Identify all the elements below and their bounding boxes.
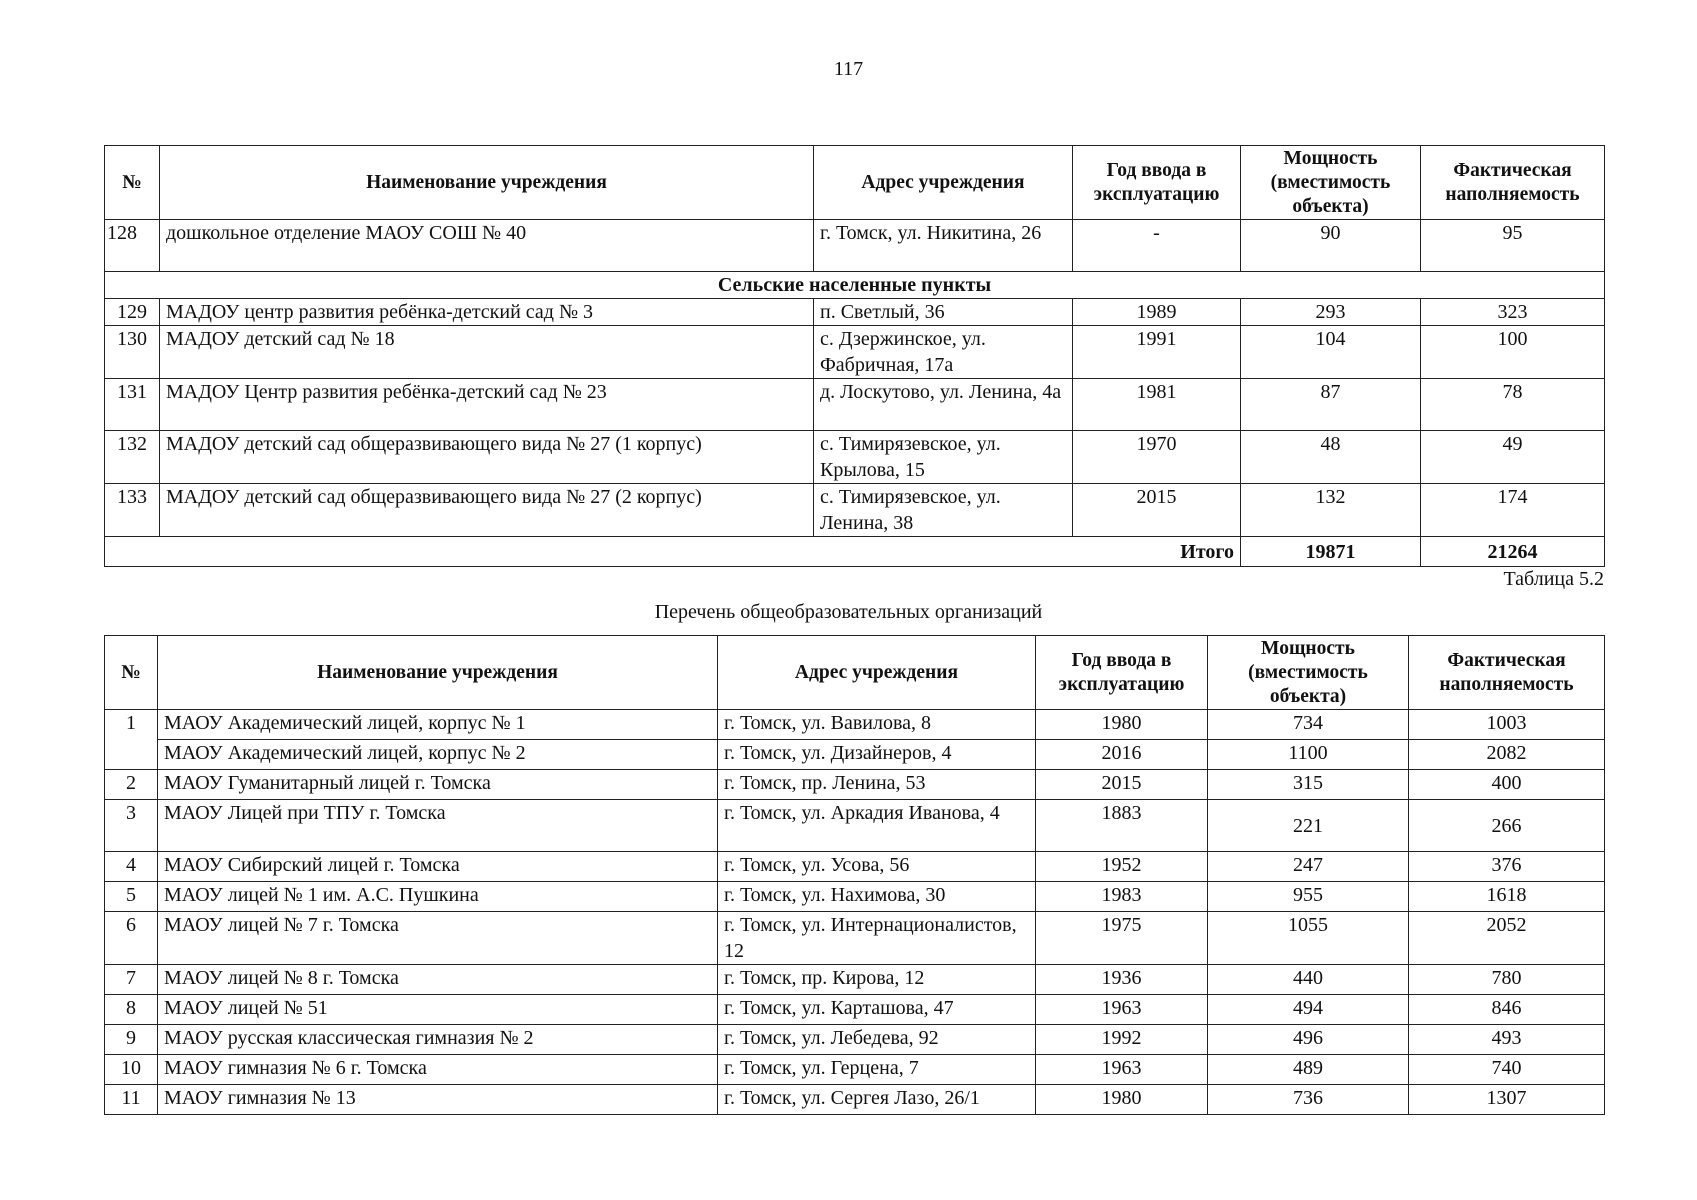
cell-actual: 400 [1409, 770, 1605, 800]
cell-num: 133 [105, 484, 160, 537]
cell-capacity: 247 [1208, 852, 1409, 882]
cell-capacity: 132 [1241, 484, 1421, 537]
cell-actual: 780 [1409, 965, 1605, 995]
header-address: Адрес учреждения [718, 636, 1036, 710]
header-year: Год ввода в эксплуатацию [1073, 146, 1241, 220]
cell-num: 9 [105, 1025, 158, 1055]
cell-year: 2015 [1036, 770, 1208, 800]
total-row [105, 537, 1605, 567]
table-header-row [105, 146, 1605, 220]
cell-actual: 493 [1409, 1025, 1605, 1055]
cell-address: г. Томск, ул. Аркадия Иванова, 4 [718, 800, 1036, 852]
table-row [105, 1055, 1605, 1085]
cell-actual: 323 [1421, 299, 1605, 326]
cell-year: 1936 [1036, 965, 1208, 995]
cell-address: с. Тимирязевское, ул. Крылова, 15 [814, 431, 1073, 484]
cell-year: 1989 [1073, 299, 1241, 326]
cell-name: МАОУ Лицей при ТПУ г. Томска [158, 800, 718, 852]
table-row [105, 740, 1605, 770]
section-title: Сельские населенные пункты [105, 272, 1605, 299]
cell-actual: 100 [1421, 326, 1605, 379]
cell-num: 5 [105, 882, 158, 912]
cell-capacity: 48 [1241, 431, 1421, 484]
cell-address: г. Томск, ул. Усова, 56 [718, 852, 1036, 882]
cell-actual: 740 [1409, 1055, 1605, 1085]
header-capacity: Мощность (вместимость объекта) [1241, 146, 1421, 220]
table-row [105, 220, 1605, 272]
cell-name: МАОУ Гуманитарный лицей г. Томска [158, 770, 718, 800]
header-capacity: Мощность (вместимость объекта) [1208, 636, 1409, 710]
table-title: Перечень общеобразовательных организаций [654, 601, 1043, 623]
cell-capacity: 293 [1241, 299, 1421, 326]
header-name: Наименование учреждения [160, 146, 814, 220]
cell-address: г. Томск, ул. Вавилова, 8 [718, 710, 1036, 740]
cell-capacity: 315 [1208, 770, 1409, 800]
cell-actual: 95 [1421, 220, 1605, 272]
table-row [105, 1025, 1605, 1055]
cell-name: МАОУ гимназия № 13 [158, 1085, 718, 1115]
cell-actual: 78 [1421, 379, 1605, 431]
cell-num: 132 [105, 431, 160, 484]
cell-actual: 49 [1421, 431, 1605, 484]
table-header-row [105, 636, 1605, 710]
table-row [105, 912, 1605, 965]
cell-num: 11 [105, 1085, 158, 1115]
cell-num: 7 [105, 965, 158, 995]
cell-address: г. Томск, ул. Дизайнеров, 4 [718, 740, 1036, 770]
header-actual: Фактическая наполняемость [1409, 636, 1605, 710]
cell-name: МАОУ Сибирский лицей г. Томска [158, 852, 718, 882]
cell-address: г. Томск, ул. Лебедева, 92 [718, 1025, 1036, 1055]
cell-address: г. Томск, ул. Карташова, 47 [718, 995, 1036, 1025]
cell-num: 1 [105, 710, 158, 770]
cell-address: г. Томск, пр. Ленина, 53 [718, 770, 1036, 800]
preschool-table [104, 145, 1605, 567]
cell-actual: 174 [1421, 484, 1605, 537]
cell-num: 129 [105, 299, 160, 326]
section-row [105, 272, 1605, 299]
cell-year: - [1073, 220, 1241, 272]
schools-table [104, 635, 1605, 1115]
table-row [105, 326, 1605, 379]
cell-name: МАОУ гимназия № 6 г. Томска [158, 1055, 718, 1085]
cell-address: с. Дзержинское, ул. Фабричная, 17а [814, 326, 1073, 379]
cell-actual: 2052 [1409, 912, 1605, 965]
cell-address: п. Светлый, 36 [814, 299, 1073, 326]
cell-capacity: 496 [1208, 1025, 1409, 1055]
cell-name: МАДОУ детский сад № 18 [160, 326, 814, 379]
cell-year: 1991 [1073, 326, 1241, 379]
table-row [105, 431, 1605, 484]
cell-capacity: 1100 [1208, 740, 1409, 770]
table-row [105, 1085, 1605, 1115]
cell-num: 2 [105, 770, 158, 800]
cell-capacity: 87 [1241, 379, 1421, 431]
header-address: Адрес учреждения [814, 146, 1073, 220]
cell-name: МАОУ русская классическая гимназия № 2 [158, 1025, 718, 1055]
cell-actual: 266 [1409, 800, 1605, 852]
cell-address: с. Тимирязевское, ул. Ленина, 38 [814, 484, 1073, 537]
cell-capacity: 221 [1208, 800, 1409, 852]
cell-name: МАДОУ центр развития ребёнка-детский сад № 3 [160, 299, 814, 326]
total-capacity: 19871 [1241, 537, 1421, 567]
cell-num: 131 [105, 379, 160, 431]
cell-actual: 2082 [1409, 740, 1605, 770]
cell-year: 1980 [1036, 1085, 1208, 1115]
cell-num: 10 [105, 1055, 158, 1085]
cell-address: г. Томск, ул. Герцена, 7 [718, 1055, 1036, 1085]
total-actual: 21264 [1421, 537, 1605, 567]
cell-name: МАОУ лицей № 8 г. Томска [158, 965, 718, 995]
cell-year: 1883 [1036, 800, 1208, 852]
table-row [105, 995, 1605, 1025]
cell-capacity: 1055 [1208, 912, 1409, 965]
cell-name: дошкольное отделение МАОУ СОШ № 40 [160, 220, 814, 272]
cell-year: 2015 [1073, 484, 1241, 537]
cell-name: МАОУ лицей № 1 им. А.С. Пушкина [158, 882, 718, 912]
header-num: № [105, 146, 160, 220]
cell-actual: 1307 [1409, 1085, 1605, 1115]
table-number-label: Таблица 5.2 [1503, 568, 1604, 590]
cell-name: МАОУ Академический лицей, корпус № 2 [158, 740, 718, 770]
cell-address: г. Томск, ул. Сергея Лазо, 26/1 [718, 1085, 1036, 1115]
cell-num: 3 [105, 800, 158, 852]
header-actual: Фактическая наполняемость [1421, 146, 1605, 220]
cell-capacity: 955 [1208, 882, 1409, 912]
cell-year: 1992 [1036, 1025, 1208, 1055]
cell-capacity: 736 [1208, 1085, 1409, 1115]
header-num: № [105, 636, 158, 710]
cell-actual: 1003 [1409, 710, 1605, 740]
cell-name: МАОУ лицей № 51 [158, 995, 718, 1025]
table-row [105, 484, 1605, 537]
table-row [105, 800, 1605, 852]
cell-year: 1963 [1036, 995, 1208, 1025]
cell-year: 1963 [1036, 1055, 1208, 1085]
cell-name: МАДОУ детский сад общеразвивающего вида № 27 (2 корпус) [160, 484, 814, 537]
cell-address: г. Томск, пр. Кирова, 12 [718, 965, 1036, 995]
table-row [105, 965, 1605, 995]
cell-capacity: 494 [1208, 995, 1409, 1025]
table-row [105, 852, 1605, 882]
cell-num: 130 [105, 326, 160, 379]
table-row [105, 882, 1605, 912]
cell-year: 1983 [1036, 882, 1208, 912]
cell-year: 1980 [1036, 710, 1208, 740]
cell-num: 4 [105, 852, 158, 882]
cell-capacity: 489 [1208, 1055, 1409, 1085]
page-number: 117 [833, 58, 864, 80]
cell-actual: 376 [1409, 852, 1605, 882]
cell-year: 1975 [1036, 912, 1208, 965]
cell-num: 8 [105, 995, 158, 1025]
cell-capacity: 104 [1241, 326, 1421, 379]
cell-address: г. Томск, ул. Интернационалистов, 12 [718, 912, 1036, 965]
cell-num: 6 [105, 912, 158, 965]
cell-name: МАДОУ Центр развития ребёнка-детский сад № 23 [160, 379, 814, 431]
cell-capacity: 440 [1208, 965, 1409, 995]
cell-actual: 846 [1409, 995, 1605, 1025]
cell-name: МАОУ Академический лицей, корпус № 1 [158, 710, 718, 740]
header-name: Наименование учреждения [158, 636, 718, 710]
cell-year: 1970 [1073, 431, 1241, 484]
table-row [105, 770, 1605, 800]
cell-capacity: 734 [1208, 710, 1409, 740]
cell-address: г. Томск, ул. Нахимова, 30 [718, 882, 1036, 912]
total-label: Итого [105, 537, 1241, 567]
table-row [105, 379, 1605, 431]
cell-num: 128 [105, 220, 160, 272]
cell-name: МАОУ лицей № 7 г. Томска [158, 912, 718, 965]
cell-name: МАДОУ детский сад общеразвивающего вида № 27 (1 корпус) [160, 431, 814, 484]
table-row [105, 710, 1605, 740]
cell-address: г. Томск, ул. Никитина, 26 [814, 220, 1073, 272]
cell-year: 1981 [1073, 379, 1241, 431]
cell-address: д. Лоскутово, ул. Ленина, 4а [814, 379, 1073, 431]
header-year: Год ввода в эксплуатацию [1036, 636, 1208, 710]
cell-actual: 1618 [1409, 882, 1605, 912]
cell-year: 2016 [1036, 740, 1208, 770]
cell-year: 1952 [1036, 852, 1208, 882]
table-row [105, 299, 1605, 326]
cell-capacity: 90 [1241, 220, 1421, 272]
